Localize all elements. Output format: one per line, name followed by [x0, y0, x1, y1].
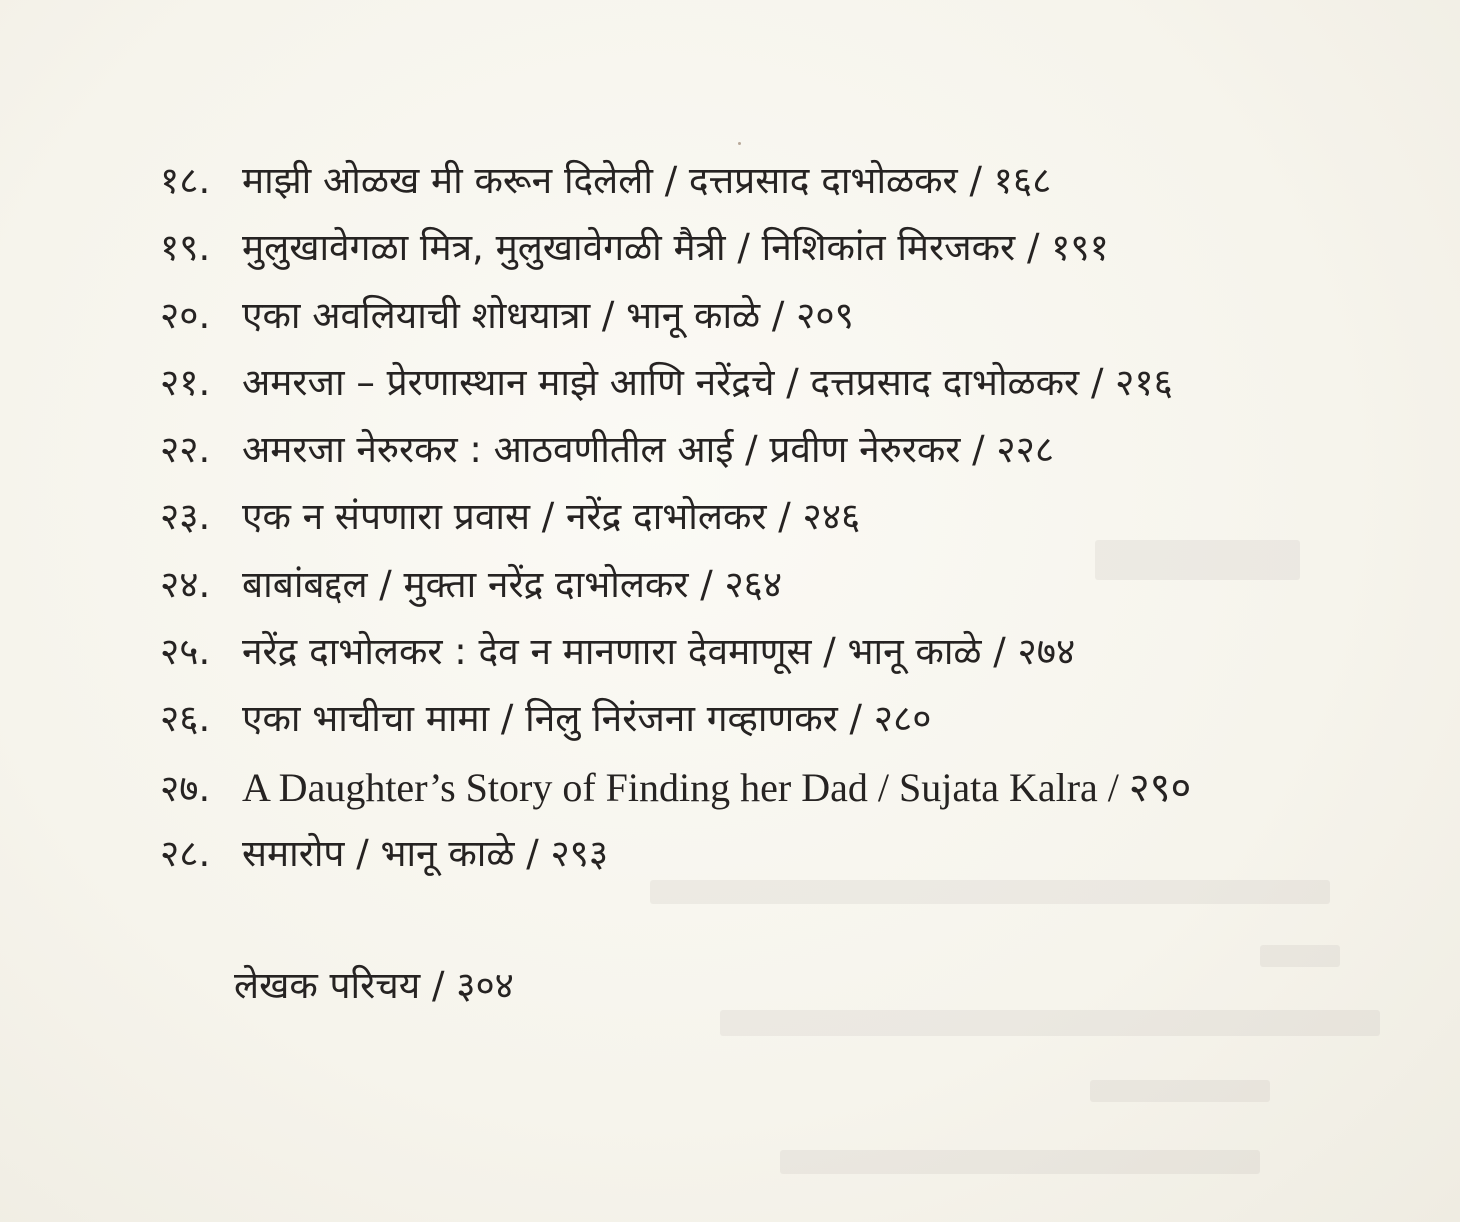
- toc-entry-number: २३.: [160, 495, 211, 539]
- toc-entry-20: [160, 293, 1400, 364]
- toc-entry-number: २०.: [160, 293, 211, 337]
- toc-entry-text: एका भाचीचा मामा / निलु निरंजना गव्हाणकर / २८०: [242, 697, 932, 741]
- toc-entry-number: २१.: [160, 360, 211, 404]
- toc-entry-27: [160, 764, 1400, 835]
- toc-entry-text: माझी ओळख मी करून दिलेली / दत्तप्रसाद दाभोळकर / १६८: [242, 159, 1052, 202]
- toc-entry-18: [160, 159, 1400, 229]
- paper-speck: [738, 142, 741, 145]
- toc-entry-19: [160, 226, 1400, 296]
- toc-entry-28: [160, 831, 1400, 902]
- toc-entry-number: २५.: [160, 630, 211, 674]
- toc-entry-text: एक न संपणारा प्रवास / नरेंद्र दाभोलकर / २४६: [242, 495, 861, 539]
- show-through-mark: [1090, 1080, 1270, 1102]
- toc-entry-number: २७.: [160, 766, 211, 810]
- toc-entry-21: [160, 360, 1400, 431]
- toc-entry-number: १८.: [160, 159, 211, 202]
- show-through-mark: [720, 1010, 1380, 1036]
- author-introduction-entry: लेखक परिचय / ३०४: [234, 964, 514, 1007]
- toc-entry-text: समारोप / भानू काळे / २९३: [242, 831, 609, 875]
- toc-entry-text: नरेंद्र दाभोलकर : देव न मानणारा देवमाणूस / भानू काळे / २७४: [242, 630, 1076, 674]
- toc-entry-26: [160, 697, 1400, 767]
- toc-entry-25: [160, 630, 1400, 700]
- toc-entry-24: [160, 562, 1400, 633]
- toc-entry-number: २४.: [160, 562, 211, 606]
- toc-entry-text: बाबांबद्दल / मुक्ता नरेंद्र दाभोलकर / २६४: [242, 562, 783, 606]
- toc-entry-text: मुलुखावेगळा मित्र, मुलुखावेगळी मैत्री / निशिकांत मिरजकर / १९१: [242, 226, 1109, 270]
- toc-entry-text: अमरजा नेरुरकर : आठवणीतील आई / प्रवीण नेरुरकर / २२८: [242, 428, 1055, 472]
- toc-entry-text: एका अवलियाची शोधयात्रा / भानू काळे / २०९: [242, 293, 854, 337]
- table-of-contents: [160, 159, 1400, 902]
- toc-entry-number: २६.: [160, 697, 211, 741]
- toc-entry-text: अमरजा – प्रेरणास्थान माझे आणि नरेंद्रचे / दत्तप्रसाद दाभोळकर / २१६: [242, 360, 1173, 404]
- toc-entry-number: २२.: [160, 428, 211, 472]
- toc-entry-number: २८.: [160, 831, 211, 875]
- toc-entry-23: [160, 495, 1400, 565]
- show-through-mark: [780, 1150, 1260, 1174]
- toc-entry-text: A Daughter’s Story of Finding her Dad / Sujata Kalra / २९०: [242, 764, 1192, 810]
- show-through-mark: [1260, 945, 1340, 967]
- toc-entry-number: १९.: [160, 226, 211, 270]
- toc-entry-22: [160, 428, 1400, 498]
